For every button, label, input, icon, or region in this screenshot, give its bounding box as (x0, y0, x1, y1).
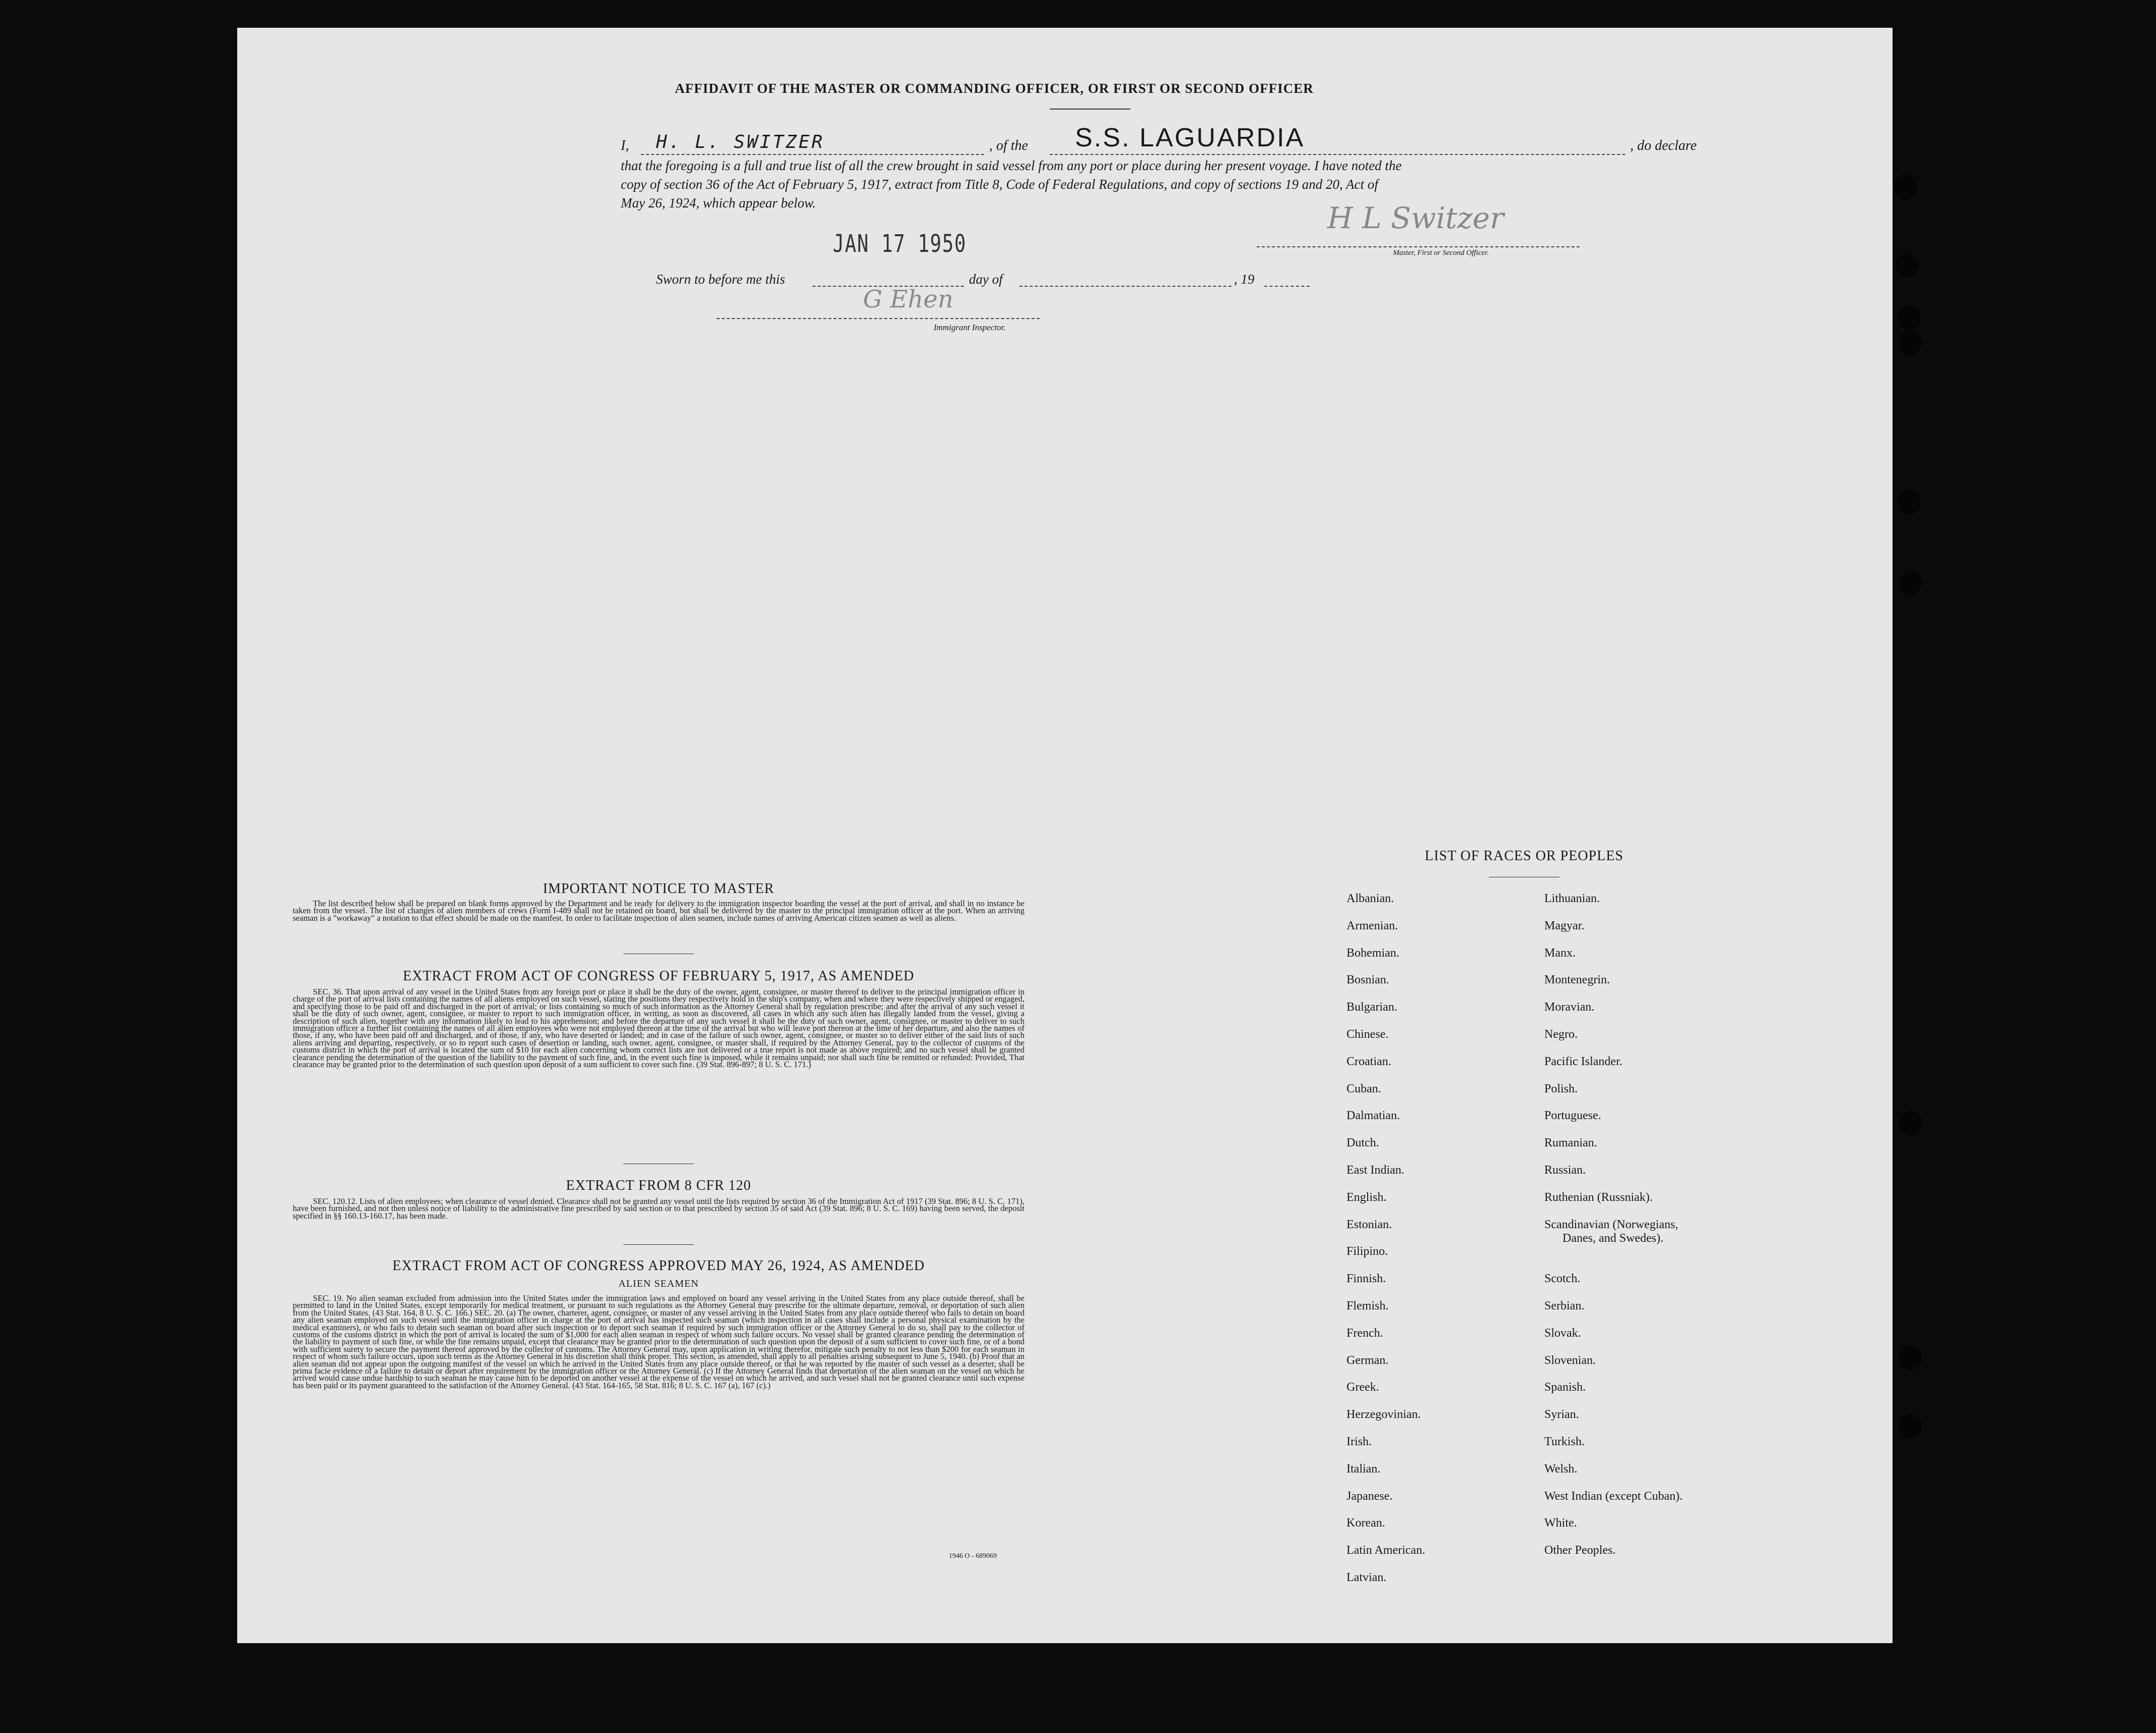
extract-1924-text: SEC. 19. No alien seaman excluded from admission into the United States under the immigration laws and employed on board any vessel arriving in the United States from any place outside thereof, shall be permitted to land in the United States, except temporarily for medical treatment, or pursuant to such regulations as the Attorney General may prescribe for the ultimate departure, removal, or deportation of such alien from the United States. (43 Stat. 164, 8 U. S. C. 166.) SEC. 20. (a) The owner, charterer, agent, consignee, or master of any vessel arriving in the United States from any place outside thereof who fails to detain on board any alien seaman employed on such vessel until the immigration officer in charge at the port of arrival has inspected such seaman (which inspection in all cases shall include a personal physical examination by the medical examiners), or who fails to detain such seaman on board after such inspection or to deport such seaman if required by such immigration officer or the Attorney General to do so, shall pay to the collector of customs of the customs district in which the port of arrival is located the sum of $1,000 for each alien seaman in respect of whom such failure occurs. No vessel shall be granted clearance pending the determination of the liability to payment of such fine, or while the fine remains unpaid, except that clearance may be granted prior to the determination of such question upon the deposit of a sum sufficient to cover such fine, or of a bond with sufficient surety to secure the payment thereof approved by the collector of customs. The Attorney General may, upon application in writing therefor, mitigate such penalty to not less than $200 for each seaman in respect of whom such failure occurs, upon such terms as the Attorney General in his discretion shall think proper. This section, as amended, shall apply to all penalties arising subsequent to June 5, 1940. (b) Proof that an alien seaman did not appear upon the outgoing manifest of the vessel on which he arrived in the United States from any place outside thereof, or that he was reported by the master of such vessel as a deserter, shall be prima facie evidence of a failure to detain or deport after requirement by the immigration officer or the Attorney General. (c) If the Attorney General finds that deportation of the alien seaman on the vessel on which he arrived would cause undue hardship to such seaman he may cause him to be deported on another vessel at the expense of the vessel on which he arrived, and such vessel shall not be granted clearance until such expense has been paid or its payment guaranteed to the satisfaction of the Attorney General. (43 Stat. 164-165, 58 Stat. 816; 8 U. S. C. 167 (a), 167 (c).) (293, 1293, 1025, 1390)
affidavit-line-3: copy of section 36 of the Act of February 5, 1917, extract from Title 8, Code of Federal Regulations, and copy of sections 19 and 20, Act of (621, 177, 1378, 192)
race-item: Negro. (1544, 1027, 1578, 1041)
sworn-line (656, 272, 1514, 292)
binder-hole (1899, 1345, 1922, 1371)
race-item: Turkish. (1544, 1435, 1585, 1448)
race-item: Dutch. (1346, 1136, 1379, 1150)
extract-1917-text: SEC. 36. That upon arrival of any vessel in the United States from any foreign port or place it shall be the duty of the owner, agent, consignee, or master thereof to deliver to the principal immigration officer in charge of the port of arrival lists containing the names of all aliens employed on such vessel, stating the positions they respectively hold in the ship's company, when and where they were respectively shipped or engaged, and specifying those to be paid off and discharged in the port of arrival; or lists containing so much of such information as the Attorney General shall by regulation prescribe; and after the arrival of any such vessel it shall be the duty of such owner, agent, consignee, or master to report to such immigration officer, in writing, as soon as discovered, all cases in which any such alien has illegally landed from the vessel, giving a description of such alien, together with any information likely to lead to his apprehension; and before the departure of any such vessel it shall be the duty of such owner, agent, consignee, or master to deliver to such immigration officer a further list containing the names of all alien employees who were not employed thereon at the time of the arrival but who will leave port thereon at the time of her departure, and also the names of those, if any, who have been paid off and discharged, and of those, if any, who have deserted or landed; and in case of the failure of such owner, agent, consignee, or master so to deliver either of the said lists of such aliens arriving and departing, respectively, or so to report such cases of desertion or landing, such owner, agent, consignee, or master shall, if required by the Attorney General, pay to the collector of customs of the customs district in which the port of arrival is located the sum of $10 for each alien concerning whom correct lists are not delivered or a true report is not made as above required; and no such vessel shall be granted clearance pending the determination of the question of the liability to the payment of such fine, and, in the event such fine is imposed, while it remains unpaid; nor shall such fine be remitted or refunded: Provided, That clearance may be granted prior to the determination of such question upon deposit of a sum sufficient to cover such fine. (39 Stat. 896-897; 8 U. S. C. 171.) (293, 987, 1025, 1070)
sworn-day-field (813, 272, 964, 287)
race-item: Korean. (1346, 1516, 1385, 1530)
binder-hole (1898, 305, 1921, 331)
race-item: Manx. (1544, 946, 1576, 960)
date-stamp: JAN 17 1950 (833, 230, 967, 258)
extract-1924-subtitle: ALIEN SEAMEN (618, 1278, 699, 1289)
race-item: Cuban. (1346, 1082, 1381, 1095)
vessel-name: S.S. LAGUARDIA (1075, 123, 1305, 152)
of-the-label: , of the (989, 138, 1028, 153)
sworn-month-field (1019, 272, 1231, 287)
officer-name-field (641, 132, 984, 155)
race-item: Slovak. (1544, 1326, 1581, 1340)
race-item: Finnish. (1346, 1272, 1386, 1286)
race-item: Slovenian. (1544, 1353, 1596, 1367)
race-item: Greek. (1346, 1381, 1379, 1394)
race-item: East Indian. (1346, 1163, 1405, 1177)
binder-hole (1894, 174, 1917, 199)
race-item: Pacific Islander. (1544, 1055, 1623, 1068)
divider (623, 1244, 694, 1245)
race-item: Montenegrin. (1544, 973, 1610, 987)
binder-hole (1896, 252, 1919, 278)
year-label: , 19 (1234, 272, 1255, 287)
race-item: German. (1346, 1353, 1389, 1367)
race-item-line: Danes, and Swedes). (1562, 1231, 1663, 1245)
race-item: Bohemian. (1346, 946, 1399, 960)
extract-1924-title: EXTRACT FROM ACT OF CONGRESS APPROVED MAY 26, 1924, AS AMENDED (392, 1258, 925, 1274)
print-code: 1946 O - 689069 (949, 1552, 997, 1560)
race-item: Other Peoples. (1544, 1544, 1616, 1557)
race-item-line: Scandinavian (Norwegians, (1544, 1218, 1679, 1231)
race-item: Rumanian. (1544, 1136, 1597, 1150)
race-item (1544, 1218, 1683, 1273)
extract-1917-title: EXTRACT FROM ACT OF CONGRESS OF FEBRUARY 5, 1917, AS AMENDED (403, 968, 914, 984)
race-item: English. (1346, 1190, 1387, 1204)
race-item: Latin American. (1346, 1544, 1425, 1557)
race-item: Moravian. (1544, 1001, 1595, 1014)
master-signature-caption: Master, First or Second Officer. (1393, 249, 1489, 257)
race-item: French. (1346, 1326, 1383, 1340)
race-item: Bulgarian. (1346, 1001, 1397, 1014)
race-item: Flemish. (1346, 1299, 1389, 1312)
inspector-caption: Immigrant Inspector. (934, 323, 1006, 332)
race-item: Serbian. (1544, 1299, 1585, 1312)
race-item: Albanian. (1346, 892, 1394, 905)
divider (1050, 109, 1130, 110)
binder-hole (1899, 331, 1922, 356)
affidavit-line-4: May 26, 1924, which appear below. (621, 195, 816, 211)
extract-cfr-title: EXTRACT FROM 8 CFR 120 (566, 1178, 751, 1193)
races-right-column (1544, 892, 1683, 1571)
binder-hole (1899, 1413, 1922, 1439)
master-signature: H L Switzer (1327, 201, 1504, 235)
race-item: Latvian. (1346, 1570, 1387, 1584)
race-item: Spanish. (1544, 1381, 1586, 1394)
sworn-year-field (1264, 272, 1310, 287)
race-item: Bosnian. (1346, 973, 1389, 987)
race-item: Dalmatian. (1346, 1109, 1400, 1123)
binder-hole (1899, 1111, 1922, 1136)
binder-hole (1899, 570, 1922, 596)
officer-name: H. L. SWITZER (656, 132, 825, 152)
race-item: Lithuanian. (1544, 892, 1600, 905)
form-page (237, 28, 1893, 1643)
race-item: Japanese. (1346, 1489, 1393, 1503)
race-item: Magyar. (1544, 919, 1585, 932)
affidavit-line-2: that the foregoing is a full and true list of all the crew brought in said vessel from any port or place during her present voyage. I have noted the (621, 158, 1402, 173)
races-left-column (1346, 892, 1425, 1598)
race-item: White. (1544, 1516, 1577, 1530)
race-item: Syrian. (1544, 1408, 1579, 1422)
race-item: Armenian. (1346, 919, 1398, 932)
race-item: Chinese. (1346, 1027, 1389, 1041)
race-item: Croatian. (1346, 1055, 1391, 1068)
affidavit-heading: AFFIDAVIT OF THE MASTER OR COMMANDING OFFICER, OR FIRST OR SECOND OFFICER (675, 81, 1314, 96)
notice-text: The list described below shall be prepared on blank forms approved by the Department and be ready for delivery to the immigration inspector boarding the vessel at the port of arrival, and shall in no instance be taken from the vessel. The list of changes of alien members of crews (Form I-489 shall not be retained on board, but shall be delivered by the master to the principal immigration officer at the port. When an arriving seaman is a "workaway" a notation to that effect should be made on the manifest. In order to facilitate inspection of alien seamen, include names of arriving American citizen seamen as well as aliens. (293, 899, 1025, 923)
race-item: Russian. (1544, 1163, 1586, 1177)
race-item: Welsh. (1544, 1462, 1578, 1476)
race-item: Portuguese. (1544, 1109, 1601, 1123)
i-label: I, (621, 138, 629, 153)
race-item: Scotch. (1544, 1272, 1581, 1286)
do-declare-label: , do declare (1630, 138, 1697, 153)
race-item: Estonian. (1346, 1218, 1392, 1231)
notice-title: IMPORTANT NOTICE TO MASTER (543, 881, 775, 897)
race-item: Ruthenian (Russniak). (1544, 1190, 1653, 1204)
race-item: Italian. (1346, 1462, 1381, 1476)
vessel-field (1050, 123, 1625, 155)
day-of-label: day of (969, 272, 1003, 287)
extract-cfr-text: SEC. 120.12. Lists of alien employees; when clearance of vessel denied. Clearance shall not be granted any vessel until the lists required by section 36 of the Immigration Act of 1917 (39 Stat. 896; 8 U. S. C. 171), have been furnished, and not then unless notice of liability to the administrative fine prescribed by said section or to that prescribed by section 35 of said Act (39 Stat. 896; 8 U. S. C. 169) having been served, the deposit specified in §§ 160.13-160.17, has been made. (293, 1196, 1025, 1221)
race-item: West Indian (except Cuban). (1544, 1489, 1683, 1503)
races-title: LIST OF RACES OR PEOPLES (1425, 848, 1624, 864)
race-item: Irish. (1346, 1435, 1372, 1448)
master-signature-line (1257, 201, 1580, 247)
inspector-signature: G Ehen (863, 285, 953, 313)
inspector-signature-line (717, 285, 1040, 319)
sworn-label: Sworn to before me this (656, 272, 785, 287)
binder-hole (1898, 490, 1921, 515)
race-item: Polish. (1544, 1082, 1578, 1095)
race-item: Herzegovinian. (1346, 1408, 1421, 1422)
race-item: Filipino. (1346, 1245, 1388, 1258)
